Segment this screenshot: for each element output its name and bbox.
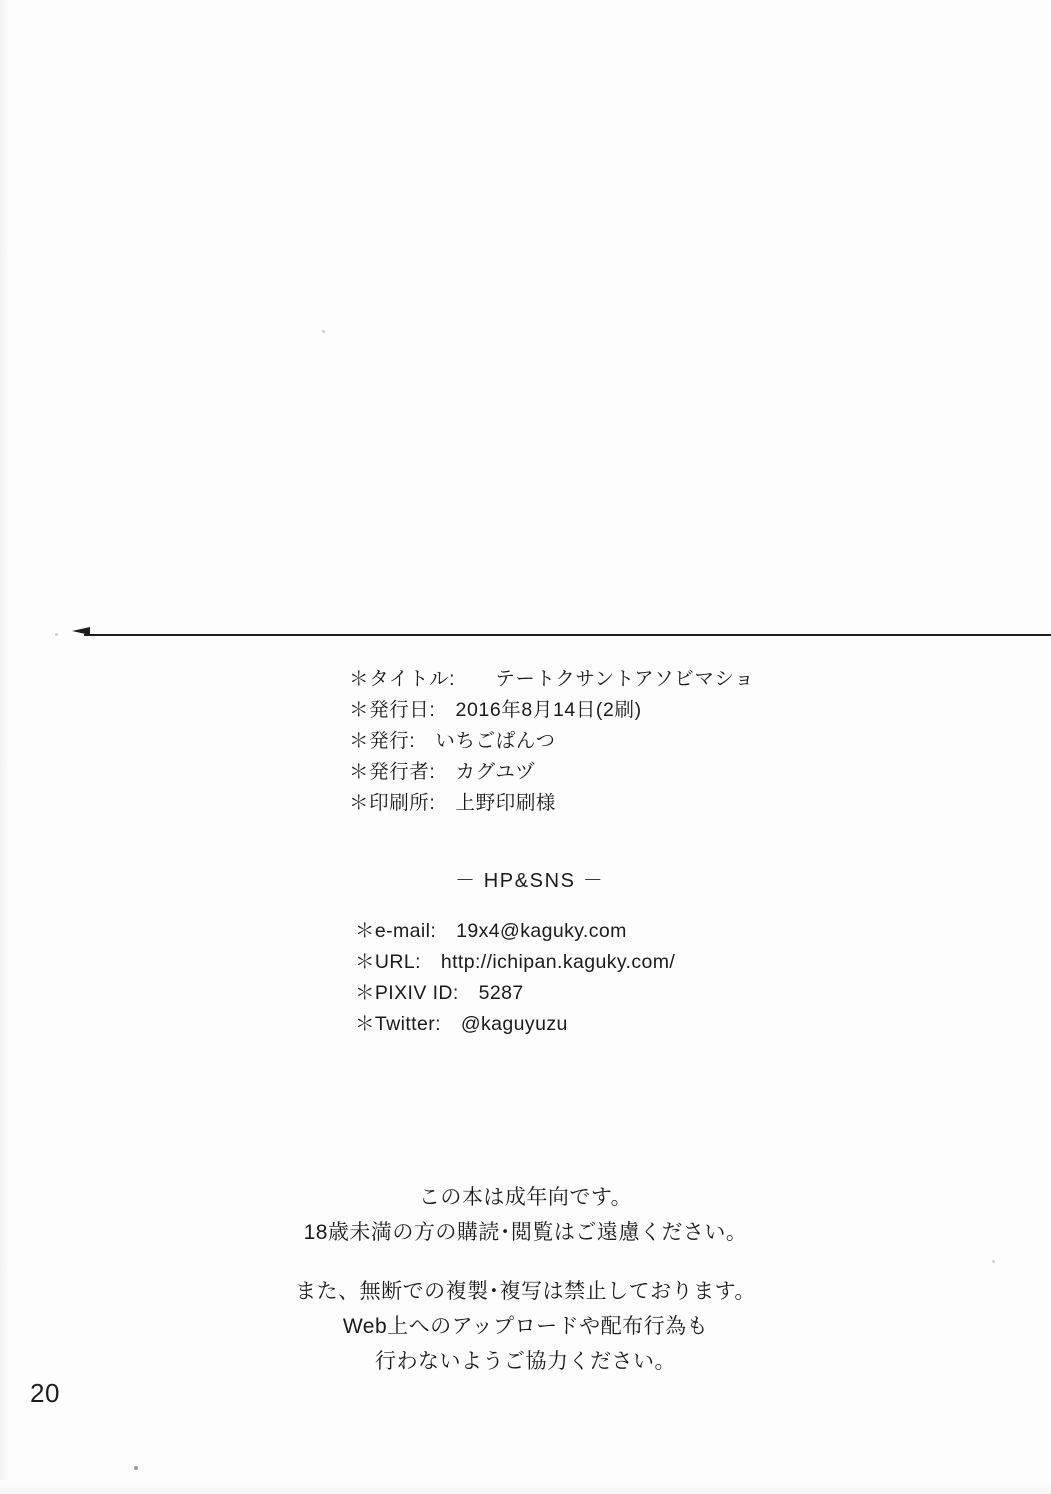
- notice-line-no-upload: Web上へのアップロードや配布行為も: [342, 1315, 709, 1338]
- notice-line-cooperation: 行わないようご協力ください。: [375, 1350, 676, 1373]
- colophon-row-circle: ＊発行: いちごぱんつ: [349, 730, 556, 752]
- legal-notice: [0, 1180, 1051, 1379]
- notice-line-adult: この本は成年向です。: [418, 1186, 633, 1209]
- contact-row-email: ＊e-mail: 19x4@kaguky.com: [355, 920, 627, 942]
- colophon-row-publish-date: ＊発行日: 2016年8月14日(2刷): [349, 699, 642, 721]
- colophon-row-author: ＊発行者: カグユヅ: [349, 761, 536, 783]
- hpsns-heading: － HP&SNS －: [455, 870, 605, 892]
- page-number: 20: [30, 1378, 60, 1408]
- divider-line: [84, 634, 1051, 636]
- notice-line-age-restriction: 18歳未満の方の購読･閲覧はご遠慮ください。: [303, 1221, 748, 1244]
- colophon-details: [349, 664, 754, 819]
- page-edge-shading-bottom: [0, 1480, 1051, 1494]
- notice-spacer: [0, 1250, 1051, 1274]
- contact-row-twitter: ＊Twitter: @kaguyuzu: [355, 1013, 568, 1035]
- paper-speck: [55, 633, 58, 636]
- colophon-row-printer: ＊印刷所: 上野印刷様: [349, 792, 557, 814]
- notice-line-no-reproduction: また、無断での複製･複写は禁止しております。: [295, 1280, 756, 1303]
- contact-details: [355, 916, 675, 1040]
- horizontal-divider: [72, 624, 1051, 646]
- contact-row-url: ＊URL: http://ichipan.kaguky.com/: [355, 951, 676, 973]
- paper-speck: [322, 330, 325, 333]
- paper-speck: [134, 1466, 138, 1470]
- contact-row-pixiv-id: ＊PIXIV ID: 5287: [355, 982, 524, 1004]
- colophon-row-title: ＊タイトル: テートクサントアソビマショ: [349, 668, 755, 690]
